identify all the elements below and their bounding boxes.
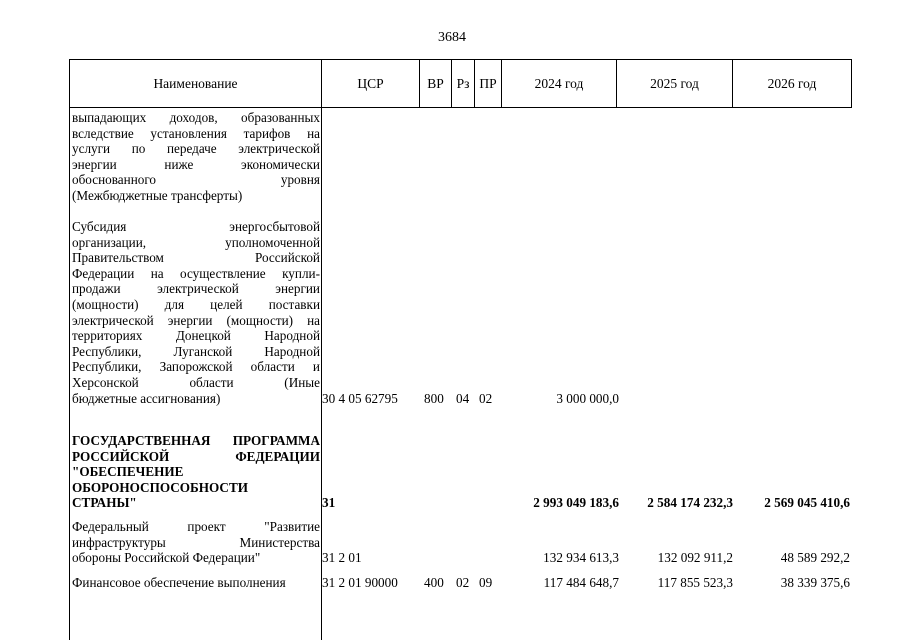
row-name-line: бюджетные ассигнования) xyxy=(72,390,221,406)
cell-pr: 02 xyxy=(479,390,493,406)
row-name-line: обоснованного уровня xyxy=(72,172,320,188)
header-csr: ЦСР xyxy=(322,60,420,108)
header-pr: ПР xyxy=(475,60,502,108)
header-name: Наименование xyxy=(70,60,322,108)
row-name-line: РОССИЙСКОЙ ФЕДЕРАЦИИ xyxy=(72,448,320,464)
row-name xyxy=(72,519,320,566)
row-name-line: (мощности) для целей поставки xyxy=(72,296,320,312)
row-name-line: Субсидия энергосбытовой xyxy=(72,219,320,234)
cell-csr: 31 xyxy=(322,495,336,511)
row-name-line: ОБОРОНОСПОСОБНОСТИ xyxy=(72,479,249,495)
cell-y2024: 132 934 613,3 xyxy=(543,550,619,566)
header-vr: ВР xyxy=(420,60,452,108)
cell-vr: 800 xyxy=(424,390,444,406)
row-name-line: электрической энергии (мощности) на xyxy=(72,312,320,328)
cell-rz: 02 xyxy=(456,575,470,590)
cell-csr: 30 4 05 62795 xyxy=(322,390,398,406)
row-name-line: ГОСУДАРСТВЕННАЯ ПРОГРАММА xyxy=(72,433,320,448)
row-name-line: выпадающих доходов, образованных xyxy=(72,110,320,125)
cell-y2026: 2 569 045 410,6 xyxy=(764,495,850,511)
cell-y2026: 38 339 375,6 xyxy=(780,575,850,590)
page-number: 3684 xyxy=(438,30,466,45)
row-name-line: вследствие установления тарифов на xyxy=(72,125,320,141)
row-name xyxy=(72,219,320,406)
header-rz: Рз xyxy=(452,60,475,108)
cell-rz: 04 xyxy=(456,390,470,406)
cell-y2024: 117 484 648,7 xyxy=(543,575,619,590)
row-name-line: СТРАНЫ" xyxy=(72,495,137,511)
row-name-line: Финансовое обеспечение выполнения xyxy=(72,575,286,590)
header-2025: 2025 год xyxy=(617,60,733,108)
cell-y2025: 132 092 911,2 xyxy=(657,550,733,566)
cell-y2025: 2 584 174 232,3 xyxy=(647,495,733,511)
row-name-line: "ОБЕСПЕЧЕНИЕ xyxy=(72,464,184,480)
row-name-line: инфраструктуры Министерства xyxy=(72,534,320,550)
row-name xyxy=(72,433,320,511)
row-name-line: Республики, Луганской Народной xyxy=(72,343,320,359)
row-name-line: Республики, Запорожской области и xyxy=(72,359,320,375)
cell-y2025: 117 855 523,3 xyxy=(657,575,733,590)
row-name-line: Херсонской области (Иные xyxy=(72,374,320,390)
row-name-line: услуги по передаче электрической xyxy=(72,141,320,157)
row-name-line: Федерации на осуществление купли- xyxy=(72,265,320,281)
cell-csr: 31 2 01 xyxy=(322,550,362,566)
cell-csr: 31 2 01 90000 xyxy=(322,575,398,590)
cell-vr: 400 xyxy=(424,575,444,590)
row-name xyxy=(72,575,320,591)
cell-y2024: 2 993 049 183,6 xyxy=(533,495,619,511)
header-2026: 2026 год xyxy=(733,60,852,108)
cell-y2026: 48 589 292,2 xyxy=(780,550,850,566)
row-name-line: (Межбюджетные трансферты) xyxy=(72,187,243,203)
row-name-line: обороны Российской Федерации" xyxy=(72,550,261,566)
row-name xyxy=(72,110,320,204)
cell-pr: 09 xyxy=(479,575,493,590)
row-name-line: продажи электрической энергии xyxy=(72,281,320,297)
table-header xyxy=(69,59,852,108)
row-name-line: территориях Донецкой Народной xyxy=(72,328,320,344)
row-name-line: Правительством Российской xyxy=(72,250,320,266)
row-name-line: энергии ниже экономически xyxy=(72,156,320,172)
cell-y2024: 3 000 000,0 xyxy=(556,390,619,406)
row-name-line: Федеральный проект "Развитие xyxy=(72,519,320,534)
header-2024: 2024 год xyxy=(502,60,617,108)
row-name-line: организации, уполномоченной xyxy=(72,234,320,250)
table-left-border xyxy=(69,106,70,640)
